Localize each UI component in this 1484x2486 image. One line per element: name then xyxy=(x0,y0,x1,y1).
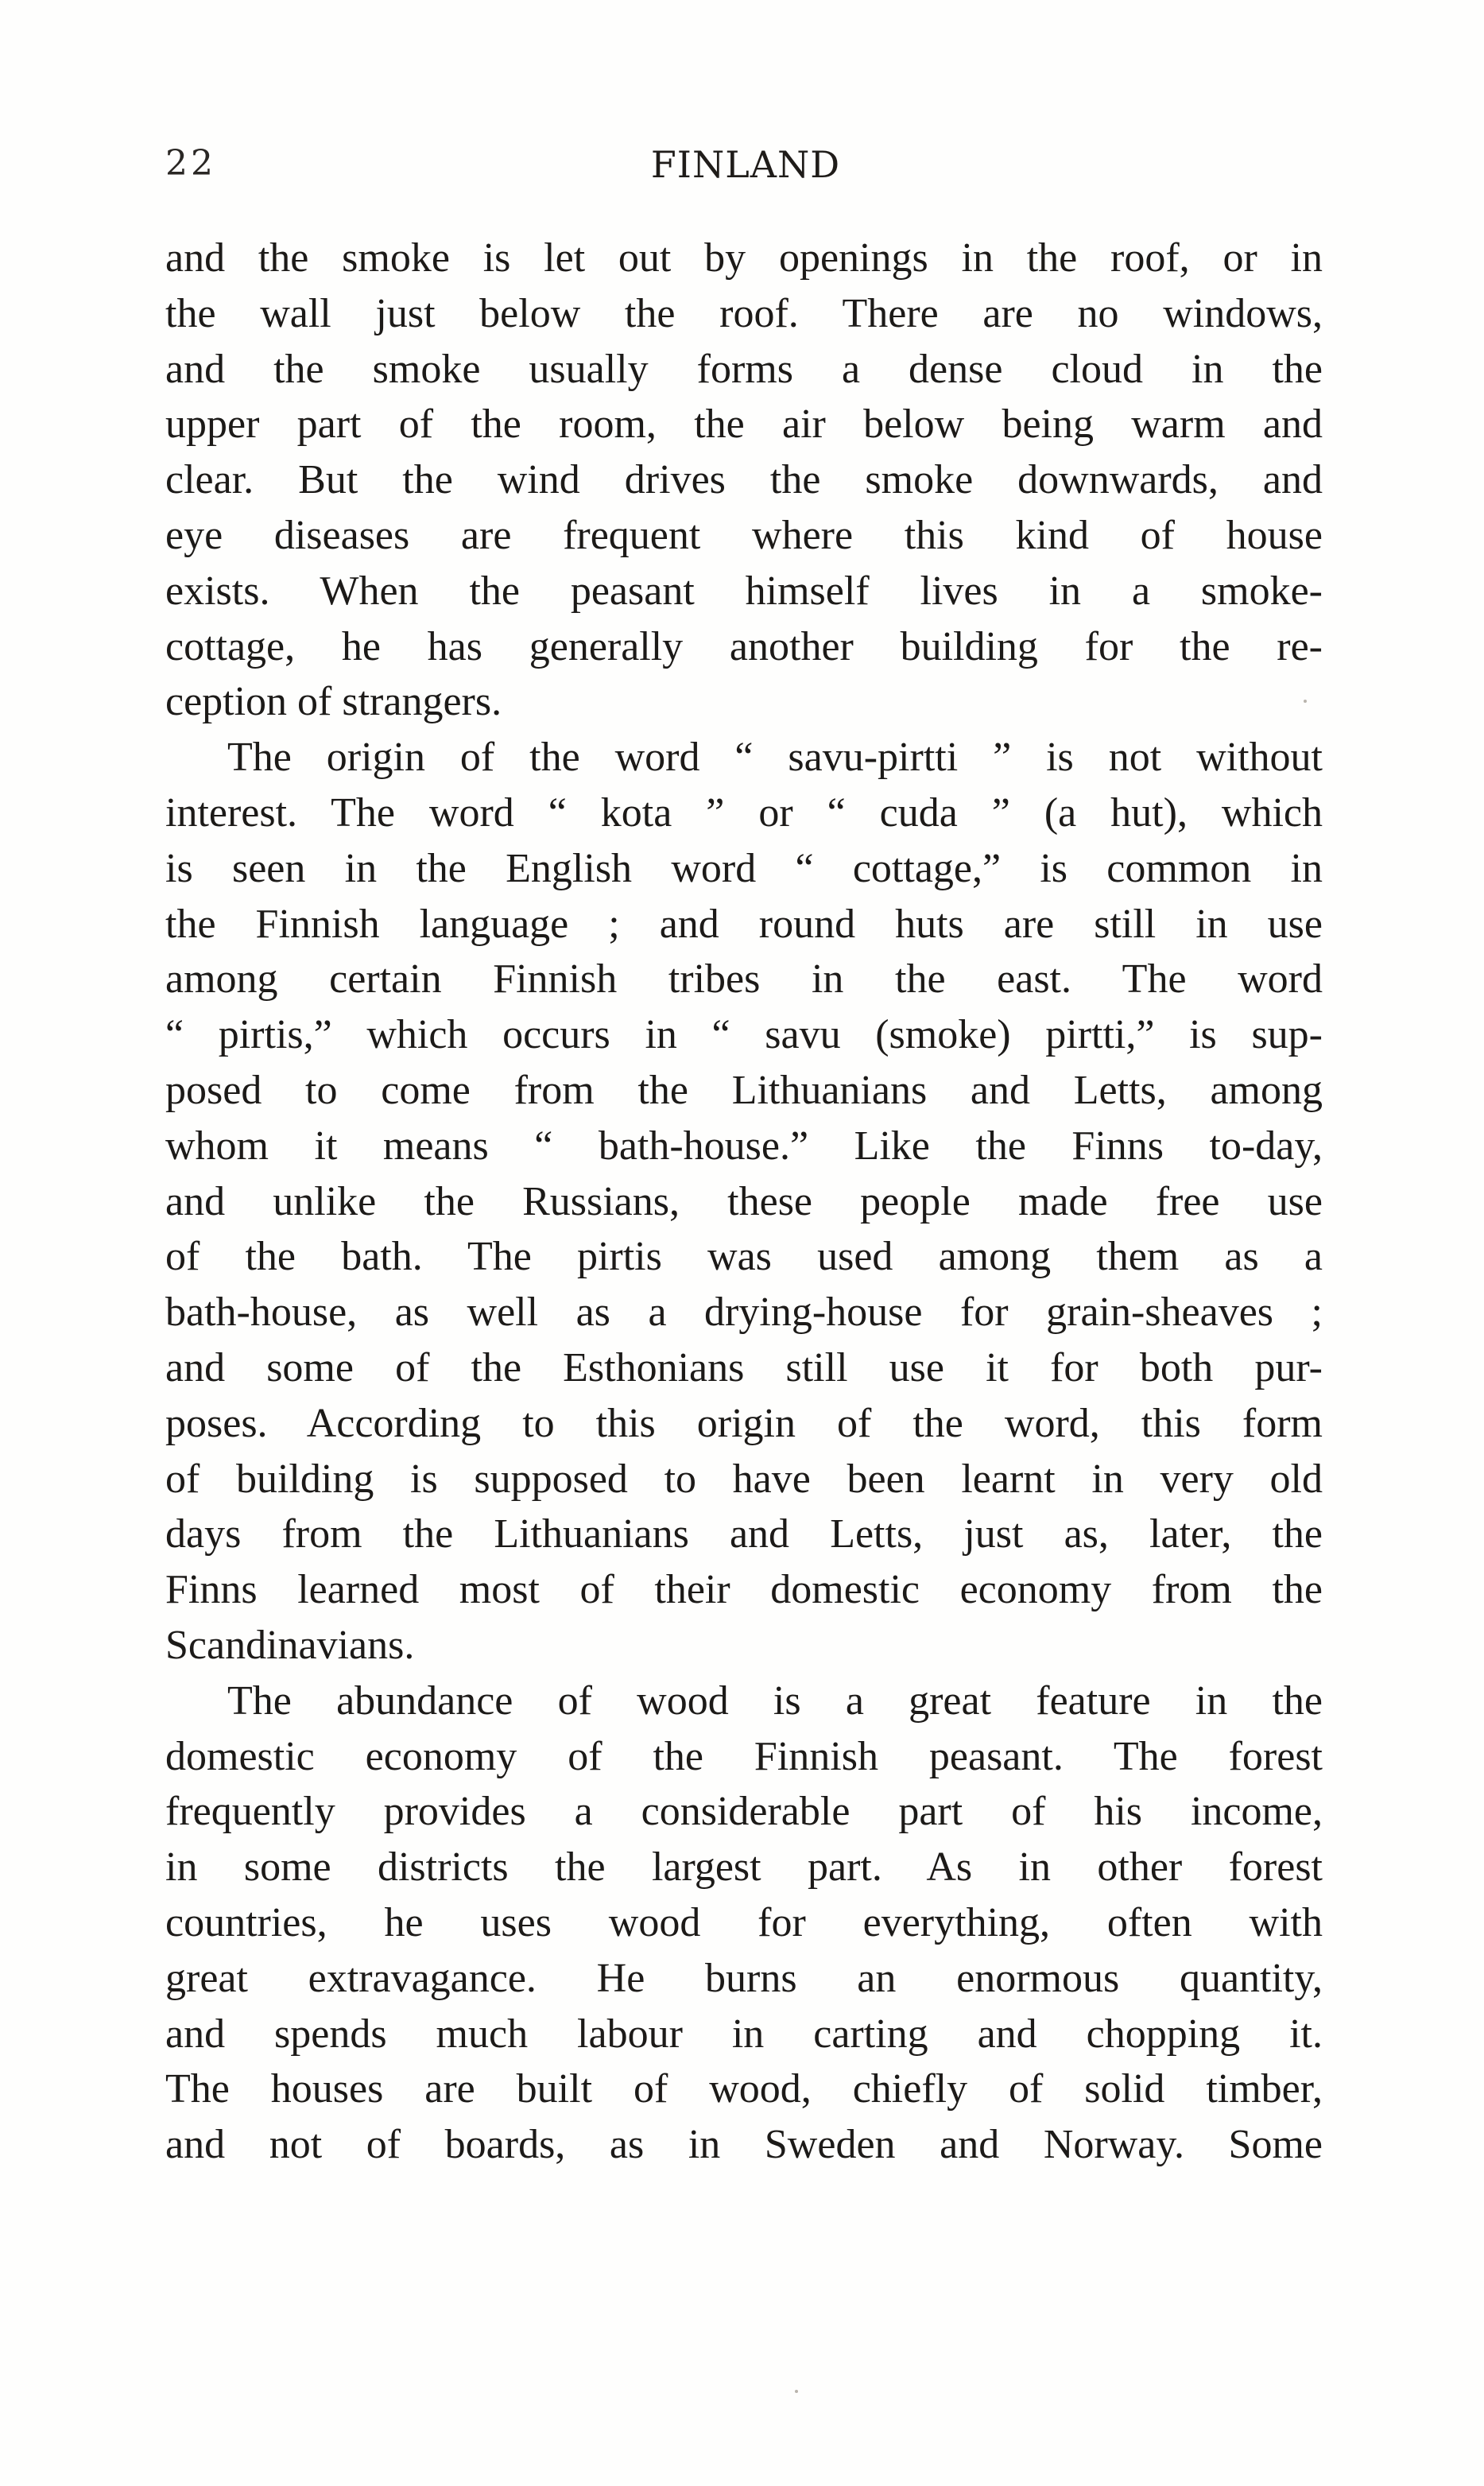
text-line: among certain Finnish tribes in the east. The word xyxy=(165,956,1323,1003)
text-line: the Finnish language ; and round huts are still in use xyxy=(165,901,1323,947)
text-line: countries, he uses wood for everything, often with xyxy=(165,1899,1323,1945)
text-line: clear. But the wind drives the smoke downwards, and xyxy=(165,457,1323,503)
text-line: exists. When the peasant himself lives in a smoke- xyxy=(165,568,1323,614)
text-line: is seen in the English word “ cottage,” is common in xyxy=(165,845,1323,891)
text-line: great extravagance. He burns an enormous quantity, xyxy=(165,1955,1323,2001)
text-line: poses. According to this origin of the word, this form xyxy=(165,1400,1323,1446)
text-line: of the bath. The pirtis was used among them as a xyxy=(165,1234,1323,1280)
body-text xyxy=(165,231,1323,2173)
text-line: days from the Lithuanians and Letts, just as, later, the xyxy=(165,1511,1323,1557)
text-line: and unlike the Russians, these people made free use xyxy=(165,1178,1323,1224)
text-line: Finns learned most of their domestic economy from the xyxy=(165,1567,1323,1613)
text-line: eye diseases are frequent where this kind of house xyxy=(165,512,1323,558)
text-line: in some districts the largest part. As in other forest xyxy=(165,1844,1323,1891)
paper-speck xyxy=(1304,700,1307,703)
text-line: and not of boards, as in Sweden and Norway. Some xyxy=(165,2122,1323,2168)
text-line: and spends much labour in carting and chopping it. xyxy=(165,2011,1323,2057)
text-line: posed to come from the Lithuanians and Letts, among xyxy=(165,1067,1323,1113)
text-line: interest. The word “ kota ” or “ cuda ” (a hut), which xyxy=(165,789,1323,836)
text-line: and the smoke usually forms a dense cloud in the xyxy=(165,346,1323,392)
text-line: frequently provides a considerable part of his income, xyxy=(165,1789,1323,1835)
text-line: whom it means “ bath-house.” Like the Finns to-day, xyxy=(165,1123,1323,1169)
page-number: 22 xyxy=(165,143,216,184)
text-line: ception of strangers. xyxy=(165,679,502,725)
text-line: The houses are built of wood, chiefly of solid timber, xyxy=(165,2066,1323,2112)
text-line: The abundance of wood is a great feature in the xyxy=(227,1677,1323,1724)
text-line: “ pirtis,” which occurs in “ savu (smoke) pirtti,” is sup- xyxy=(165,1012,1323,1058)
text-line: and some of the Esthonians still use it for both pur- xyxy=(165,1344,1323,1390)
running-title: FINLAND xyxy=(650,143,841,186)
text-line: and the smoke is let out by openings in the roof, or in xyxy=(165,235,1323,281)
text-line: upper part of the room, the air below being warm and xyxy=(165,401,1323,448)
text-line: of building is supposed to have been learnt in very old xyxy=(165,1456,1323,1502)
text-line: The origin of the word “ savu-pirtti ” is not without xyxy=(227,735,1323,781)
text-line: cottage, he has generally another building for the re- xyxy=(165,623,1323,669)
text-line: Scandinavians. xyxy=(165,1622,415,1668)
text-line: domestic economy of the Finnish peasant. The forest xyxy=(165,1733,1323,1779)
running-head xyxy=(165,143,1326,191)
text-line: the wall just below the roof. There are no windows, xyxy=(165,290,1323,336)
paper-speck xyxy=(795,2390,798,2393)
text-line: bath-house, as well as a drying-house for grain-sheaves ; xyxy=(165,1290,1323,1336)
